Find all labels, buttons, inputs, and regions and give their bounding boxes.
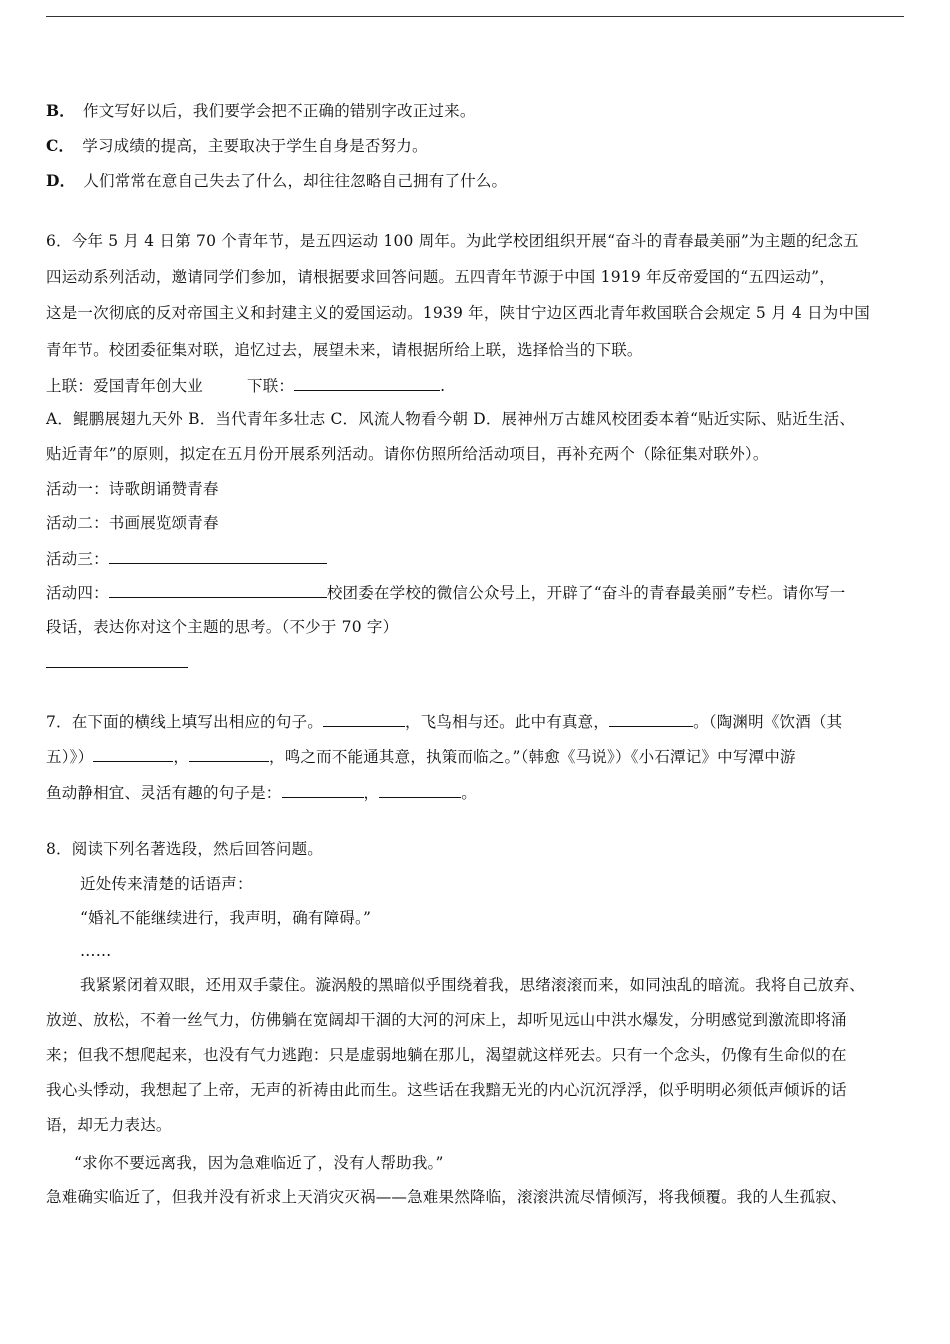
excerpt-p5: 语，却无力表达。 (46, 1116, 172, 1134)
option-letter: B． (46, 101, 76, 120)
couplet-upper: 上联：爱国青年创大业 (46, 377, 204, 395)
q6-line-3: 这是一次彻底的反对帝国主义和封建主义的爱国运动。1939 年，陕甘宁边区西北青年救国联合会规定 5 月 4 日为中国 (46, 304, 870, 322)
excerpt-p4: 我心头悸动，我想起了上帝，无声的祈祷由此而生。这些话在我黯无光的内心沉沉浮浮，似乎明明必须低声倾诉的话 (46, 1081, 847, 1099)
q6-answer-blank[interactable] (46, 651, 188, 668)
q7-blank-5[interactable] (282, 781, 364, 798)
activity-4 (46, 581, 906, 603)
q7-blank-6[interactable] (379, 781, 461, 798)
q7-blank-2[interactable] (609, 710, 693, 727)
activity-4-tail: 校团委在学校的微信公众号上，开辟了“奋斗的青春最美丽”专栏。请你写一 (326, 584, 846, 602)
activity-3-blank[interactable] (109, 547, 327, 564)
option-text: 人们常常在意自己失去了什么，却往往忽略自己拥有了什么。 (83, 172, 508, 190)
q7-text: 五）》） (46, 748, 94, 766)
couplet-end: . (440, 377, 446, 395)
activity-4-label: 活动四： (46, 584, 109, 602)
activity-3-label: 活动三： (46, 550, 109, 568)
q7-line-2 (46, 745, 906, 767)
activity-4-blank[interactable] (109, 581, 327, 598)
option-letter: C． (46, 136, 75, 155)
option-text: 作文写好以后，我们要学会把不正确的错别字改正过来。 (83, 102, 476, 120)
q6-line-6: 段话，表达你对这个主题的思考。（不少于 70 字） (46, 618, 399, 636)
q7-line-1 (46, 710, 906, 732)
top-rule (46, 16, 904, 17)
q7-line-3 (46, 781, 906, 803)
q7-blank-4[interactable] (189, 745, 269, 762)
q7-text: ， (363, 784, 380, 802)
option-text: 学习成绩的提高，主要取决于学生自身是否努力。 (82, 137, 428, 155)
q7-blank-1[interactable] (323, 710, 405, 727)
q6-line-4: 青年节。校团委征集对联，追忆过去，展望未来，请根据所给上联，选择恰当的下联。 (46, 341, 643, 359)
q6-answer-line (46, 651, 906, 673)
q7-text: ，飞鸟相与还。此中有真意， (404, 713, 610, 731)
q7-text: 鱼动静相宜、灵活有趣的句子是： (46, 784, 282, 802)
q6-line-1: 6．今年 5 月 4 日第 70 个青年节，是五四运动 100 周年。为此学校团组织开展“奋斗的青春最美丽”为主题的纪念五 (46, 232, 859, 250)
q6-line-5: 贴近青年”的原则，拟定在五月份开展系列活动。请你仿照所给活动项目，再补充两个（除征集对联外）。 (46, 445, 769, 463)
couplet-lower-label: 下联： (247, 377, 295, 395)
q6-options-line: A．鲲鹏展翅九天外 B．当代青年多壮志 C．风流人物看今朝 D．展神州万古雄风校团委本着“贴近实际、贴近生活、 (46, 410, 856, 428)
option-c (46, 136, 906, 156)
q7-text: 7．在下面的横线上填写出相应的句子。 (46, 713, 323, 731)
q8-title: 8．阅读下列名著选段，然后回答问题。 (46, 840, 323, 858)
q7-text: 。 (461, 784, 477, 802)
option-b (46, 101, 906, 121)
q7-blank-3[interactable] (93, 745, 173, 762)
couplet-lower-blank[interactable] (294, 374, 440, 391)
q6-line-2: 四运动系列活动，邀请同学们参加，请根据要求回答问题。五四青年节源于中国 1919 年反帝爱国的“五四运动”， (46, 268, 835, 286)
excerpt-ellipsis: …… (80, 942, 112, 960)
excerpt-p3: 来；但我不想爬起来，也没有气力逃跑：只是虚弱地躺在那儿，渴望就这样死去。只有一个念头，仍像有生命似的在 (46, 1046, 847, 1064)
activity-3 (46, 547, 906, 569)
option-d (46, 171, 906, 191)
q6-couplet-line (46, 374, 906, 396)
excerpt-p7: 急难确实临近了，但我并没有祈求上天消灾灭祸——急难果然降临，滚滚洪流尽情倾泻，将我倾覆。我的人生孤寂、 (46, 1188, 847, 1206)
option-letter: D． (46, 171, 76, 190)
excerpt-p2: 放逆、放松，不着一丝气力，仿佛躺在宽阔却干涸的大河的河床上，却听见远山中洪水爆发，分明感觉到激流即将涌 (46, 1011, 847, 1029)
excerpt-line-1: 近处传来清楚的话语声： (80, 875, 253, 893)
activity-2: 活动二：书画展览颂青春 (46, 514, 219, 532)
excerpt-line-2: “婚礼不能继续进行，我声明，确有障碍。” (80, 909, 372, 927)
q7-text: ， (173, 748, 190, 766)
excerpt-p6: “求你不要远离我，因为急难临近了，没有人帮助我。” (74, 1154, 444, 1172)
q7-text: 。（陶渊明《饮酒（其 (693, 713, 843, 731)
excerpt-p1: 我紧紧闭着双眼，还用双手蒙住。漩涡般的黑暗似乎围绕着我，思绪滚滚而来，如同浊乱的暗流。我将自己放弃、 (80, 976, 866, 994)
q7-text: ，鸣之而不能通其意，执策而临之。”（韩愈《马说》）《小石潭记》中写潭中游 (269, 748, 796, 766)
activity-1: 活动一：诗歌朗诵赞青春 (46, 480, 219, 498)
